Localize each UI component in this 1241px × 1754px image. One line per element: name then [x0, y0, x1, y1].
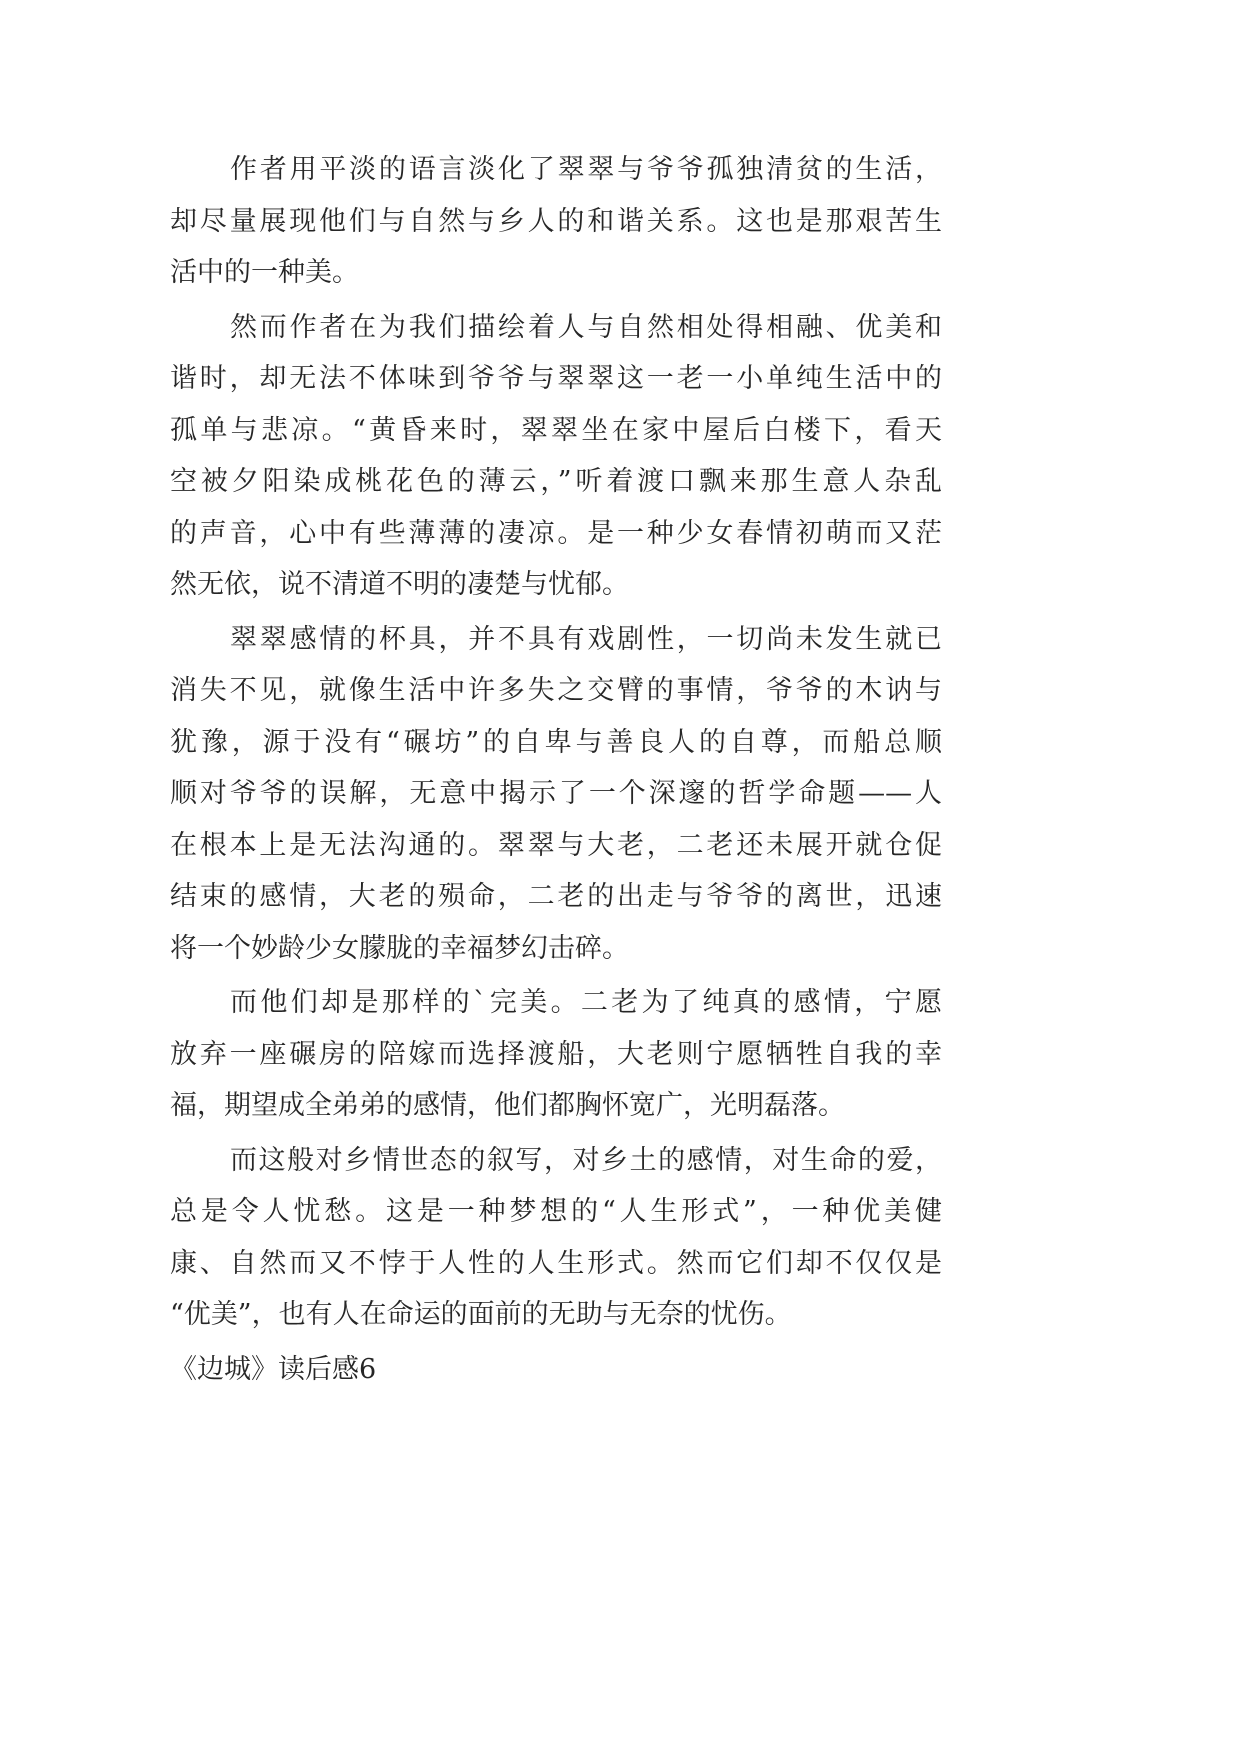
text-line: 活中的一种美。	[170, 257, 359, 288]
paragraph	[170, 1135, 942, 1341]
text-line: 而这般对乡情世态的叙写，对乡土的感情，对生命的爱，	[230, 1144, 942, 1176]
text-line: 犹豫，源于没有“碾坊”的自卑与善良人的自尊，而船总顺	[170, 726, 942, 758]
text-line: “优美”，也有人在命运的面前的无助与无奈的忧伤。	[170, 1299, 792, 1330]
text-line: 而他们却是那样的`完美。二老为了纯真的感情，宁愿	[230, 987, 942, 1018]
text-line: 空被夕阳染成桃花色的薄云，”听着渡口飘来那生意人杂乱	[170, 466, 942, 497]
text-line: 翠翠感情的杯具，并不具有戏剧性，一切尚未发生就已	[230, 623, 942, 655]
text-line: 然无依，说不清道不明的凄楚与忧郁。	[170, 569, 629, 600]
text-line: 福，期望成全弟弟的感情，他们都胸怀宽广，光明磊落。	[170, 1090, 845, 1121]
text-line: 孤单与悲凉。“黄昏来时，翠翠坐在家中屋后白楼下，看天	[170, 414, 942, 446]
text-line: 然而作者在为我们描绘着人与自然相处得相融、优美和	[230, 311, 942, 343]
text-line: 康、自然而又不悖于人性的人生形式。然而它们却不仅仅是	[170, 1247, 942, 1279]
text-line: 放弃一座碾房的陪嫁而选择渡船，大老则宁愿牺牲自我的幸	[170, 1038, 942, 1070]
text-line: 在根本上是无法沟通的。翠翠与大老，二老还未展开就仓促	[170, 829, 942, 861]
text-line: 谐时，却无法不体味到爷爷与翠翠这一老一小单纯生活中的	[170, 363, 942, 394]
text-line: 的声音，心中有些薄薄的凄凉。是一种少女春情初萌而又茫	[170, 517, 942, 549]
text-line: 却尽量展现他们与自然与乡人的和谐关系。这也是那艰苦生	[170, 205, 942, 237]
text-line: 顺对爷爷的误解，无意中揭示了一个深邃的哲学命题——人	[170, 778, 942, 809]
paragraph	[170, 302, 942, 611]
paragraph	[170, 977, 942, 1132]
paragraph	[170, 144, 942, 299]
text-line: 作者用平淡的语言淡化了翠翠与爷爷孤独清贫的生活，	[230, 154, 942, 185]
text-line: 将一个妙龄少女朦胧的幸福梦幻击碎。	[170, 932, 629, 964]
text-line: 总是令人忧愁。这是一种梦想的“人生形式”，一种优美健	[170, 1196, 942, 1227]
section-heading: 《边城》读后感6	[170, 1353, 377, 1385]
paragraph	[170, 614, 942, 975]
text-line: 消失不见，就像生活中许多失之交臂的事情，爷爷的木讷与	[170, 675, 942, 706]
body-text	[170, 144, 942, 1395]
text-line: 结束的感情，大老的殒命，二老的出走与爷爷的离世，迅速	[170, 881, 942, 912]
